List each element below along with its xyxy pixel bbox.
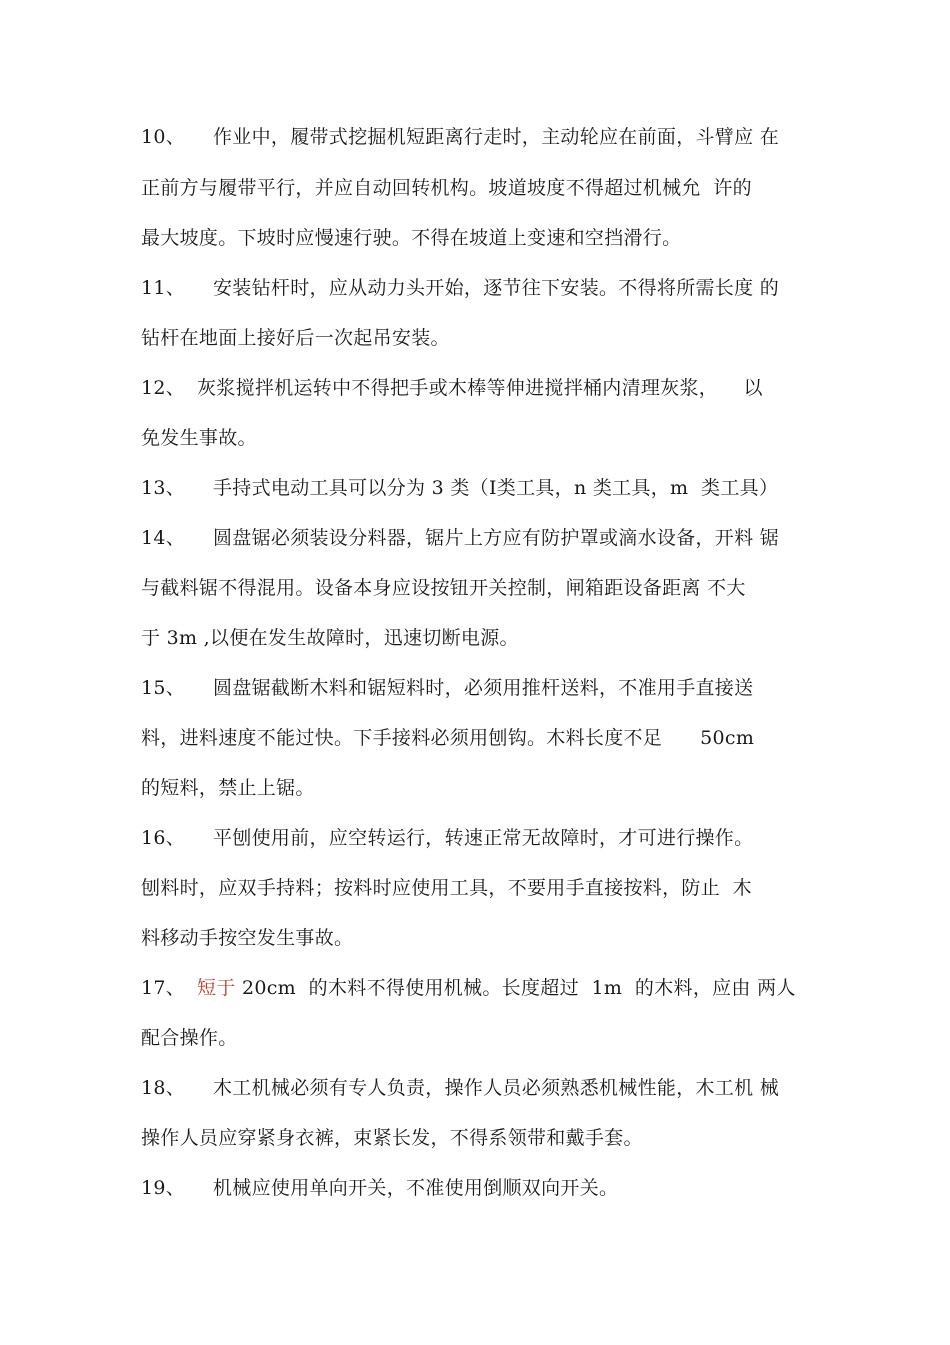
item-15-line-1: 15、 圆盘锯截断木料和锯短料时，必须用推杆送料，不准用手直接送 (141, 677, 754, 699)
item-14-line-2: 与截料锯不得混用。设备本身应设按钮开关控制，闸箱距设备距离 不大 (141, 577, 746, 599)
item-number: 14、 (141, 527, 186, 549)
item-number: 13、 (141, 477, 186, 499)
item-15-line-2: 料，进料速度不能过快。下手接料必须用刨钩。木料长度不足 50cm (141, 727, 755, 749)
item-number: 15、 (141, 677, 186, 699)
item-number: 17、 (141, 977, 186, 999)
item-12-line-2: 免发生事故。 (141, 427, 257, 449)
item-number: 12、 (141, 377, 186, 399)
item-number: 11、 (141, 277, 186, 299)
item-14-line-1: 14、 圆盘锯必须装设分料器，锯片上方应有防护罩或滴水设备，开料 锯 (141, 527, 780, 549)
item-15-line-3: 的短料，禁止上锯。 (141, 777, 315, 799)
item-19-line-1: 19、 机械应使用单向开关，不准使用倒顺双向开关。 (141, 1177, 619, 1199)
item-14-line-3: 于 3m ,以便在发生故障时，迅速切断电源。 (141, 627, 519, 649)
item-10-line-3: 最大坡度。下坡时应慢速行驶。不得在坡道上变速和空挡滑行。 (141, 227, 682, 249)
item-11-line-2: 钻杆在地面上接好后一次起吊安装。 (141, 327, 450, 349)
item-17-line-2: 配合操作。 (141, 1027, 238, 1049)
item-16-line-1: 16、 平刨使用前，应空转运行，转速正常无故障时，才可进行操作。 (141, 827, 754, 849)
item-12-line-1: 12、 灰浆搅拌机运转中不得把手或木棒等伸进搅拌桶内清理灰浆， 以 (141, 377, 763, 399)
item-11-line-1: 11、 安装钻杆时，应从动力头开始，逐节往下安装。不得将所需长度 的 (141, 277, 780, 299)
item-10-line-1: 10、 作业中，履带式挖掘机短距离行走时，主动轮应在前面，斗臂应 在 (141, 126, 780, 148)
item-13-line-1: 13、 手持式电动工具可以分为 3 类（I类工具，n 类工具，m 类工具） (141, 477, 779, 499)
item-number: 10、 (141, 126, 186, 148)
item-10-line-2: 正前方与履带平行，并应自动回转机构。坡道坡度不得超过机械允 许的 (141, 177, 752, 199)
highlighted-text: 短于 (197, 977, 236, 999)
item-16-line-3: 料移动手按空发生事故。 (141, 927, 354, 949)
item-16-line-2: 刨料时，应双手持料；按料时应使用工具，不要用手直接按料，防止 木 (141, 877, 752, 899)
item-17-line-1: 17、 短于 20cm 的木料不得使用机械。长度超过 1m 的木料，应由 两人 (141, 977, 796, 999)
item-number: 19、 (141, 1177, 186, 1199)
item-18-line-1: 18、 木工机械必须有专人负责，操作人员必须熟悉机械性能，木工机 械 (141, 1077, 780, 1099)
item-18-line-2: 操作人员应穿紧身衣裤，束紧长发，不得系领带和戴手套。 (141, 1127, 643, 1149)
item-number: 16、 (141, 827, 186, 849)
item-number: 18、 (141, 1077, 186, 1099)
